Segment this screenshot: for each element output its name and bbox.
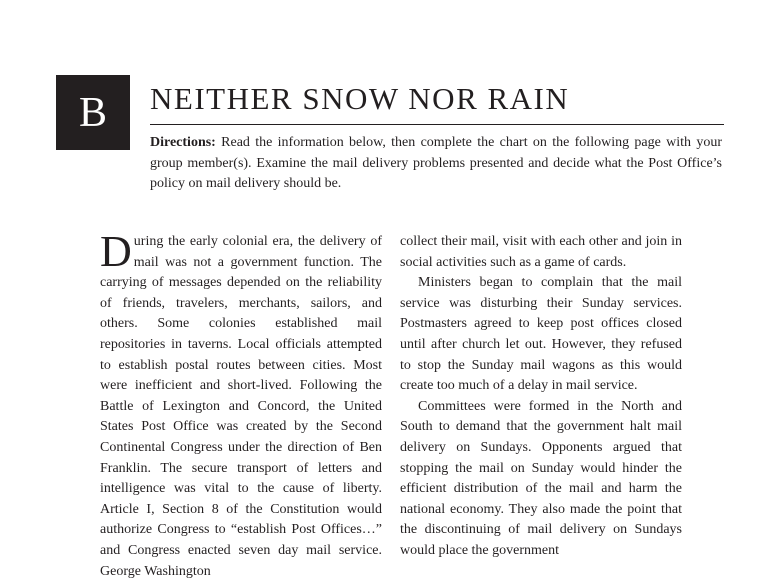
title-divider: [150, 124, 724, 125]
page-title: NEITHER SNOW NOR RAIN: [150, 81, 570, 116]
article-paragraph-text: uring the early colonial era, the delivery of mail was not a government function. The carrying of messages depended on the reliability of friends, travelers, merchants, sailors, and others. Some colonies established mail repositories in taverns. Local officials attempted to establish postal routes between cities. Most were inefficient and short-lived. Following the Battle of Lexington and Concord, the United States Post Office was created by the Second Continental Congress under the direction of Ben Franklin. The secure transport of letters and intelligence was vital to the cause of liberty. Article I, Section 8 of the Constitution would authorize Congress to “establish Post Offices…” and Congress enacted seven day mail service. George Washington: [100, 234, 382, 579]
article-left-column: [100, 227, 382, 582]
section-letter-badge: [56, 75, 130, 150]
article-paragraph: Committees were formed in the North and South to demand that the government halt mail delivery on Sundays. Opponents argued that stopping the mail on Sunday would hinder the efficient distribution of the mail and harm the national economy. They also made the point that the discontinuing of mail delivery on Sundays would place the government: [400, 398, 682, 558]
article-paragraph: collect their mail, visit with each other and join in social activities such as a game of cards.: [400, 234, 682, 270]
section-letter: B: [78, 89, 107, 136]
article-paragraph: [100, 227, 382, 582]
directions-label: Directions:: [150, 135, 216, 150]
directions-text: [150, 133, 722, 195]
drop-cap: D: [100, 227, 132, 276]
article-right-column: [400, 232, 682, 562]
article-paragraph: Ministers began to complain that the mail service was disturbing their Sunday services. Postmasters agreed to keep post offices closed until after church let out. However, they refused to stop the Sunday mail wagons as this would create too much of a delay in mail service.: [400, 275, 682, 394]
directions-body: Read the information below, then complete the chart on the following page with your group member(s). Examine the mail delivery problems presented and decide what the Post Office’s policy on mail delivery should be.: [150, 135, 722, 191]
